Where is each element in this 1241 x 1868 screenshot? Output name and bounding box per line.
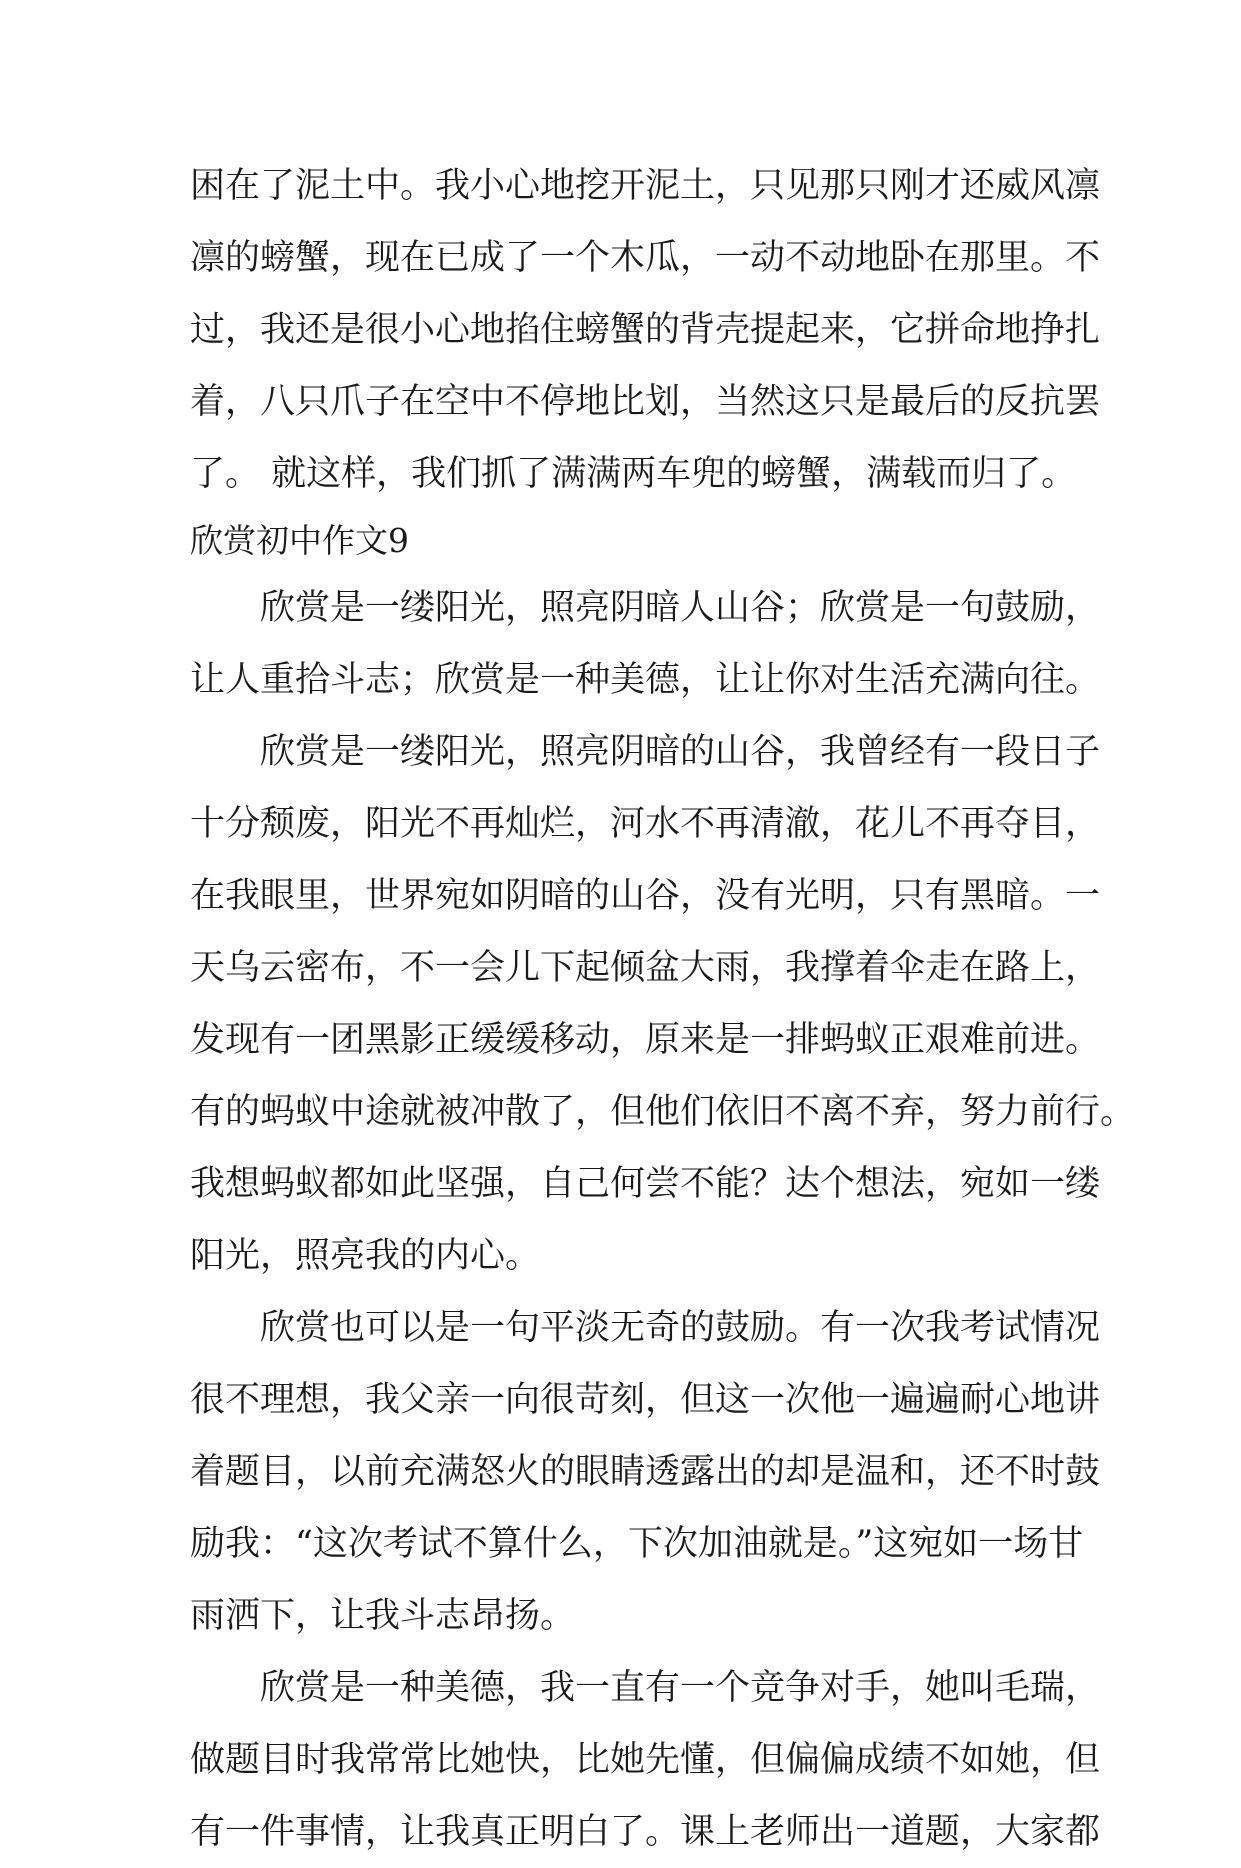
text-line: 欣赏是一缕阳光，照亮阴暗人山谷；欣赏是一句鼓励， <box>260 588 1101 628</box>
text-line: 凛的螃蟹，现在已成了一个木瓜，一动不动地卧在那里。不 <box>190 238 1101 278</box>
text-line: 欣赏也可以是一句平淡无奇的鼓励。有一次我考试情况 <box>260 1308 1101 1348</box>
text-line: 励我：“这次考试不算什么，下次加油就是。”这宛如一场甘 <box>190 1524 1084 1564</box>
text-line: 了。 就这样，我们抓了满满两车兜的螃蟹，满载而归了。 <box>190 454 1077 494</box>
text-line: 欣赏是一种美德，我一直有一个竞争对手，她叫毛瑞， <box>260 1668 1101 1708</box>
text-line: 做题目时我常常比她快，比她先懂，但偏偏成绩不如她，但 <box>190 1740 1101 1780</box>
text-line: 欣赏是一缕阳光，照亮阴暗的山谷，我曾经有一段日子 <box>260 732 1101 772</box>
text-line: 在我眼里，世界宛如阴暗的山谷，没有光明，只有黑暗。一 <box>190 876 1101 916</box>
text-line: 天乌云密布，不一会儿下起倾盆大雨，我撑着伞走在路上， <box>190 948 1101 988</box>
text-line: 有一件事情，让我真正明白了。课上老师出一道题，大家都 <box>190 1812 1101 1852</box>
text-line: 我想蚂蚁都如此坚强，自己何尝不能？达个想法，宛如一缕 <box>190 1164 1101 1204</box>
text-line: 阳光，照亮我的内心。 <box>190 1236 541 1276</box>
text-line: 发现有一团黑影正缓缓移动，原来是一排蚂蚁正艰难前进。 <box>190 1020 1101 1060</box>
text-line: 过，我还是很小心地掐住螃蟹的背壳提起来，它拼命地挣扎 <box>190 310 1101 350</box>
text-line: 着题目，以前充满怒火的眼睛透露出的却是温和，还不时鼓 <box>190 1452 1101 1492</box>
text-line: 让人重拾斗志；欣赏是一种美德，让让你对生活充满向往。 <box>190 660 1101 700</box>
text-line: 着，八只爪子在空中不停地比划，当然这只是最后的反抗罢 <box>190 382 1101 422</box>
text-line: 很不理想，我父亲一向很苛刻，但这一次他一遍遍耐心地讲 <box>190 1380 1101 1420</box>
text-line: 十分颓废，阳光不再灿烂，河水不再清澈，花儿不再夺目， <box>190 804 1101 844</box>
text-line: 雨洒下，让我斗志昂扬。 <box>190 1596 576 1636</box>
essay-text <box>190 150 1136 1868</box>
text-line: 有的蚂蚁中途就被冲散了，但他们依旧不离不弃，努力前行。 <box>190 1092 1136 1132</box>
text-line: 困在了泥土中。我小心地挖开泥土，只见那只刚才还威风凛 <box>190 166 1101 206</box>
essay-heading: 欣赏初中作文9 <box>190 521 409 560</box>
